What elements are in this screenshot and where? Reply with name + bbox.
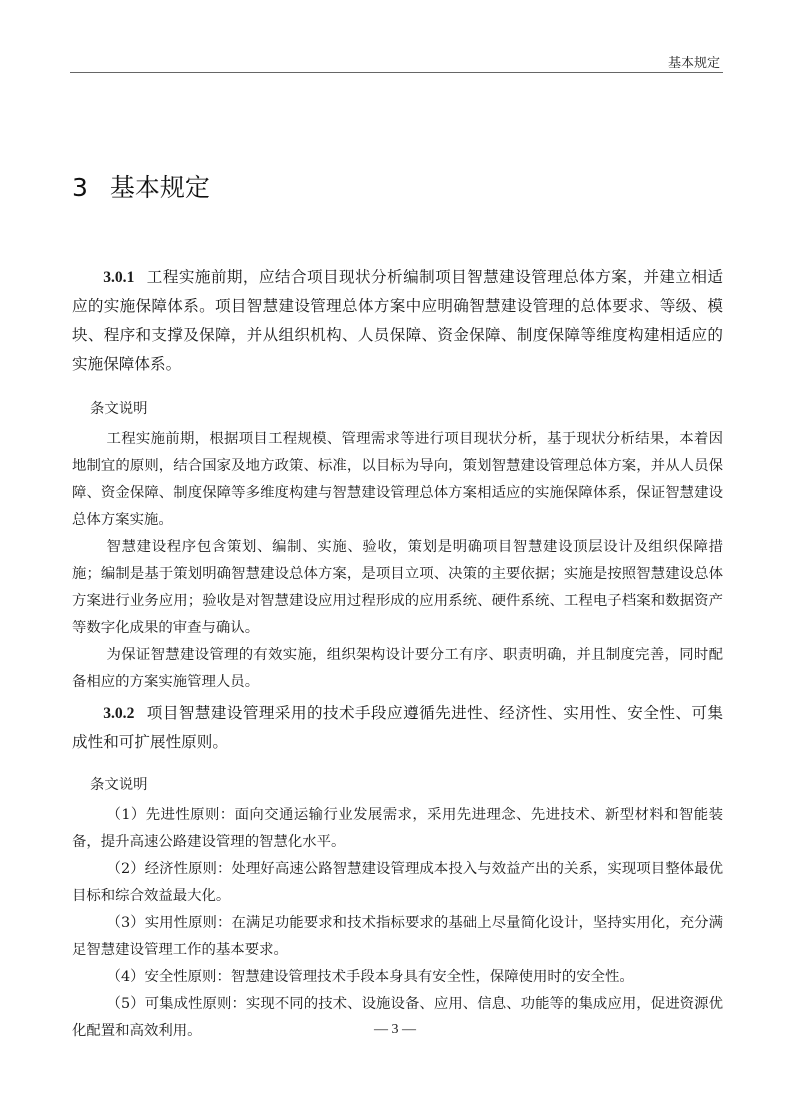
explanation-paragraph: （3）实用性原则：在满足功能要求和技术指标要求的基础上尽量简化设计，坚持实用化，充分满足智慧建设管理工作的基本要求。 xyxy=(72,915,723,958)
header-divider xyxy=(70,72,723,73)
explanation-paragraph: 为保证智慧建设管理的有效实施，组织架构设计要分工有序、职责明确，并且制度完善，同时配备相应的方案实施管理人员。 xyxy=(72,647,723,690)
explanation-3-0-2 xyxy=(72,772,723,1045)
chapter-title xyxy=(72,168,210,204)
explanation-paragraph: （5）可集成性原则：实现不同的技术、设施设备、应用、信息、功能等的集成应用，促进资源优化配置和高效利用。 xyxy=(72,996,723,1039)
article-text: 工程实施前期，应结合项目现状分析编制项目智慧建设管理总体方案，并建立相适应的实施保障体系。项目智慧建设管理总体方案中应明确智慧建设管理的总体要求、等级、模块、程序和支撑及保障，并从组织机构、人员保障、资金保障、制度保障等维度构建相适应的实施保障体系。 xyxy=(72,268,723,373)
article-3-0-1 xyxy=(72,263,723,379)
explanation-paragraph: 工程实施前期，根据项目工程规模、管理需求等进行项目现状分析，基于现状分析结果，本着因地制宜的原则，结合国家及地方政策、标准，以目标为导向，策划智慧建设管理总体方案，并从人员保障、资金保障、制度保障等多维度构建与智慧建设管理总体方案相适应的实施保障体系，保证智慧建设总体方案实施。 xyxy=(72,431,723,528)
explanation-paragraph: （1）先进性原则：面向交通运输行业发展需求，采用先进理念、先进技术、新型材料和智能装备，提升高速公路建设管理的智慧化水平。 xyxy=(72,807,723,850)
explanation-paragraph: （2）经济性原则：处理好高速公路智慧建设管理成本投入与效益产出的关系，实现项目整体最优目标和综合效益最大化。 xyxy=(72,861,723,904)
explanation-label: 条文说明 xyxy=(90,777,148,793)
explanation-paragraph: （4）安全性原则：智慧建设管理技术手段本身具有安全性，保障使用时的安全性。 xyxy=(106,969,634,985)
article-number: 3.0.2 xyxy=(103,705,135,722)
article-3-0-2 xyxy=(72,699,723,757)
article-text: 项目智慧建设管理采用的技术手段应遵循先进性、经济性、实用性、安全性、可集成性和可扩展性原则。 xyxy=(72,704,723,751)
chapter-number: 3 xyxy=(72,173,88,202)
chapter-title-text: 基本规定 xyxy=(109,173,210,202)
explanation-paragraph: 智慧建设程序包含策划、编制、实施、验收，策划是明确项目智慧建设顶层设计及组织保障措施；编制是基于策划明确智慧建设总体方案，是项目立项、决策的主要依据；实施是按照智慧建设总体方案进行业务应用；验收是对智慧建设应用过程形成的应用系统、硬件系统、工程电子档案和数据资产等数字化成果的审查与确认。 xyxy=(72,539,723,636)
article-number: 3.0.1 xyxy=(103,269,135,286)
running-header: 基本规定 xyxy=(667,56,720,71)
explanation-label: 条文说明 xyxy=(90,401,148,417)
page-number: — 3 — xyxy=(374,1022,416,1037)
explanation-3-0-1 xyxy=(72,396,723,696)
